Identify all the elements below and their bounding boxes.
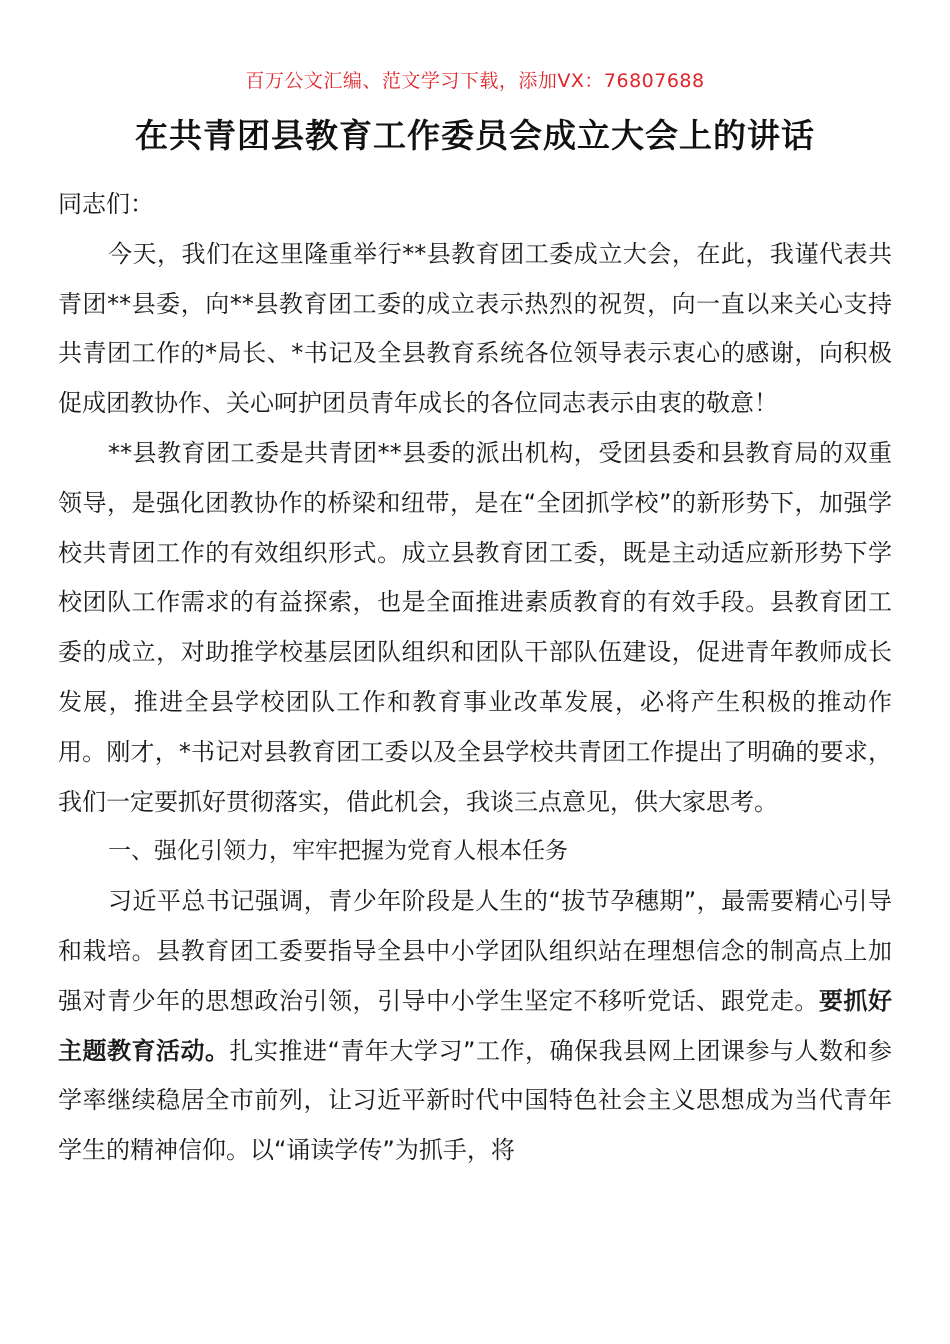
document-title: 在共青团县教育工作委员会成立大会上的讲话 xyxy=(135,116,815,155)
salutation: 同志们： xyxy=(58,190,154,218)
paragraph-opening: 今天，我们在这里隆重举行**县教育团工委成立大会，在此，我谨代表共青团**县委，向**县教育团工委的成立表示热烈的祝贺，向一直以来关心支持共青团工作的*局长、*书记及全县教育系统各位领导表示衷心的感谢，向积极促成团教协作、关心呵护团员青年成长的各位同志表示由衷的敬意！ xyxy=(58,239,892,418)
section-heading-1: 一、强化引领力，牢牢把握为党育人根本任务 xyxy=(108,838,568,865)
paragraph-section1 xyxy=(58,877,892,1176)
paragraph-section1-intro: 习近平总书记强调，青少年阶段是人生的“拔节孕穗期”，最需要精心引导和栽培。县教育团工委要指导全县中小学团队组织站在理想信念的制高点上加强对青少年的思想政治引领，引导中小学生坚定不移听党话、跟党走。 xyxy=(58,887,892,1015)
emphasis-text: 要抓好主题教育活动。 xyxy=(58,986,893,1065)
paragraph-section1-continued: 扎实推进“青年大学习”工作，确保我县网上团课参与人数和参学率继续稳居全市前列，让习近平新时代中国特色社会主义思想成为当代青年学生的精神信仰。以“诵读学传”为抓手，将 xyxy=(58,1036,892,1165)
header-note: 百万公文汇编、范文学习下载，添加VX：76807688 xyxy=(245,70,705,92)
paragraph-background: **县教育团工委是共青团**县委的派出机构，受团县委和县教育局的双重领导，是强化团教协作的桥梁和纽带，是在“全团抓学校”的新形势下，加强学校共青团工作的有效组织形式。成立县教育团工委，既是主动适应新形势下学校团队工作需求的有益探索，也是全面推进素质教育的有效手段。县教育团工委的成立，对助推学校基层团队组织和团队干部队伍建设，促进青年教师成长发展，推进全县学校团队工作和教育事业改革发展，必将产生积极的推动作用。刚才，*书记对县教育团工委以及全县学校共青团工作提出了明确的要求，我们一定要抓好贯彻落实，借此机会，我谈三点意见，供大家思考。 xyxy=(58,438,892,816)
document-body xyxy=(58,180,892,1176)
